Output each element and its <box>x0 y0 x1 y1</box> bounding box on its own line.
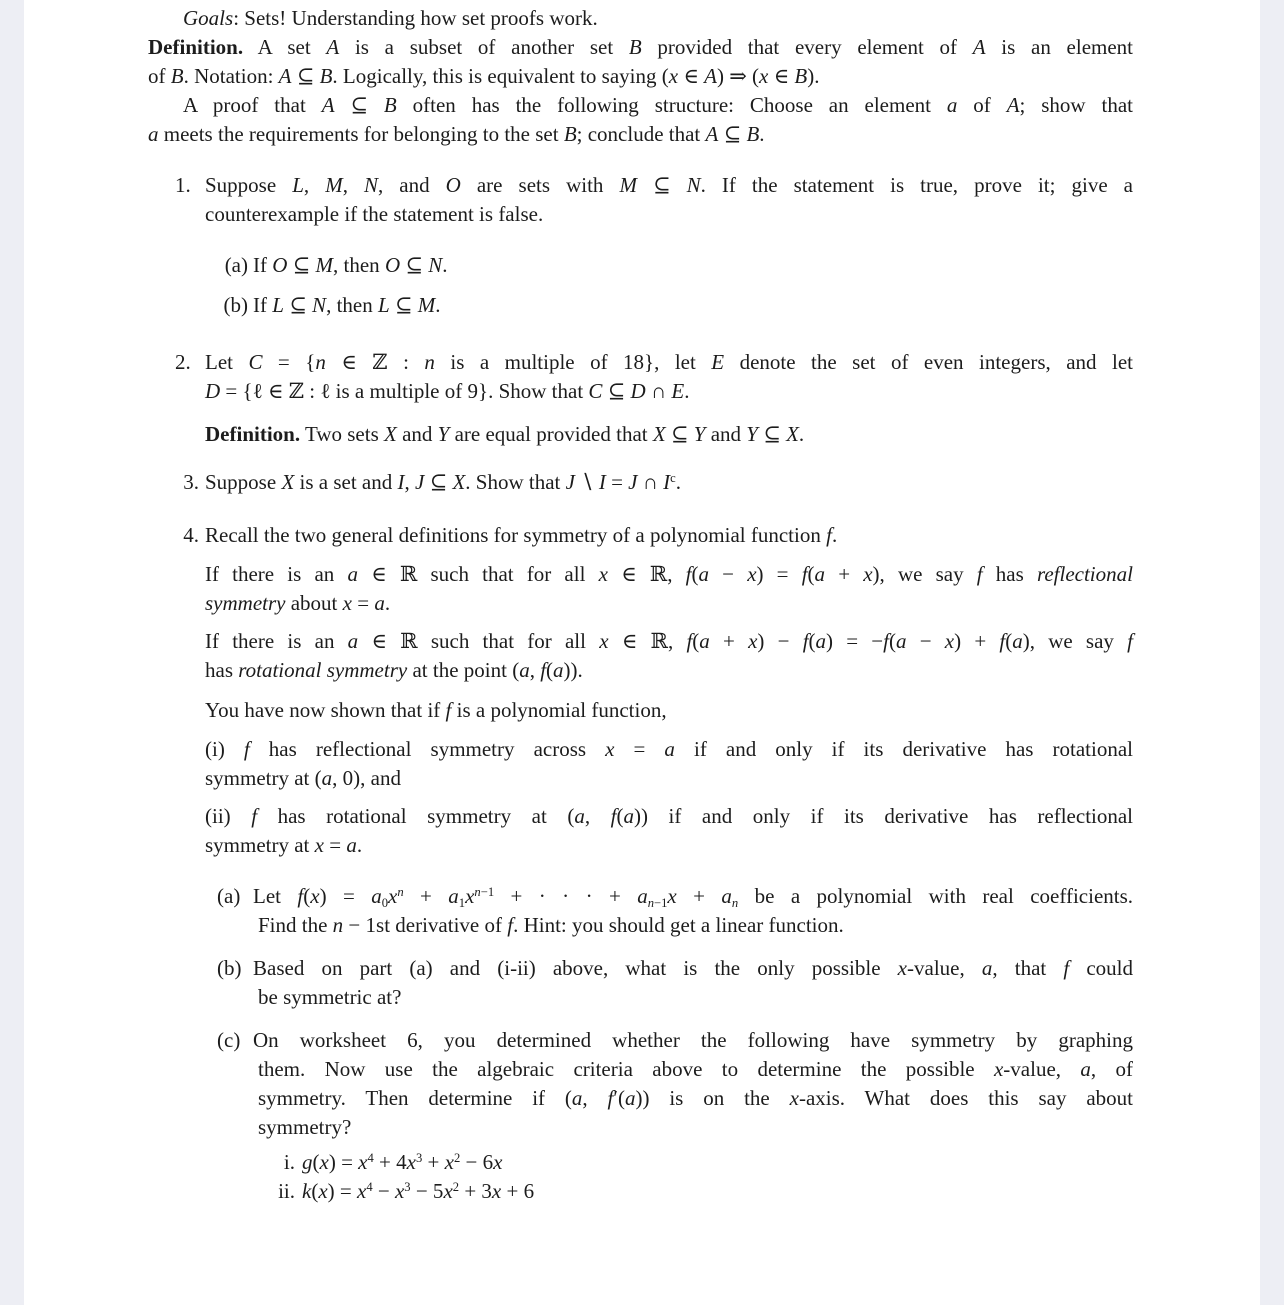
item3-number: 3. <box>183 470 199 494</box>
fact-ii-line2: symmetry at x = a. <box>205 833 363 857</box>
item1a-line <box>217 251 1133 280</box>
definition-subset-line2: of B. Notation: A ⊆ B. Logically, this is equivalent to saying (x ∈ A) ⇒ (x ∈ B). <box>148 64 820 88</box>
right-gutter <box>1260 0 1284 1305</box>
item4b-label: (b) <box>217 956 242 980</box>
item4c-line1 <box>217 1026 1133 1055</box>
line-text: If L ⊆ N, then L ⊆ M. <box>253 293 441 317</box>
line-text: $k(x) = x^4 - x^3 - 5x^2 + 3x + 6$ <box>302 1179 535 1203</box>
shown-intro-line: You have now shown that if f is a polynomial function, <box>205 698 667 722</box>
item1b-line <box>217 291 1133 320</box>
proof-structure-line1: A proof that A ⊆ B often has the following structure: Choose an element a of A; show that <box>183 93 1133 117</box>
line-text: $g(x) = x^4 + 4x^3 + x^2 - 6x$ <box>302 1150 503 1174</box>
reflectional-def-line1: If there is an a ∈ ℝ such that for all x ∈ ℝ, f(a − x) = f(a + x), we say f has reflectional <box>205 562 1133 586</box>
rotational-def-line1: If there is an a ∈ ℝ such that for all x ∈ ℝ, f(a + x) − f(a) = −f(a − x) + f(a), we say f <box>205 629 1133 653</box>
goals-line: Goals: Sets! Understanding how set proofs work. <box>183 6 598 30</box>
reflectional-def-line2: symmetry about x = a. <box>205 591 391 615</box>
line-text: Let $f(x) = a_0x^n + a_1x^{n-1}$ + · · · + $a_{n-1}x + a_n$ be a polynomial with real coefficients. <box>253 884 1134 910</box>
item2-line2: D = {ℓ ∈ ℤ : ℓ is a multiple of 9}. Show that C ⊆ D ∩ E. <box>205 379 690 403</box>
fact-ii-line1: (ii) f has rotational symmetry at (a, f(a)) if and only if its derivative has reflectional <box>205 804 1134 828</box>
item4c-line2: them. Now use the algebraic criteria above to determine the possible x-value, a, of <box>258 1057 1133 1081</box>
item4b-line1 <box>217 954 1133 983</box>
line-text: Recall the two general definitions for symmetry of a polynomial function f. <box>205 523 838 547</box>
item1-line2: counterexample if the statement is false. <box>205 202 544 226</box>
item1-line1 <box>175 171 1133 200</box>
item4c-ii-line <box>270 1177 1133 1206</box>
item3-line <box>175 468 1133 497</box>
item4c-i-label: i. <box>283 1150 295 1174</box>
rotational-def-line2: has rotational symmetry at the point (a, f(a)). <box>205 658 583 682</box>
line-text: On worksheet 6, you determined whether the following have symmetry by graphing <box>253 1028 1133 1052</box>
item4c-line4: symmetry? <box>258 1115 352 1139</box>
left-gutter <box>0 0 24 1305</box>
item4c-ii-label: ii. <box>278 1179 295 1203</box>
item4-line <box>175 521 1133 550</box>
item1b-label: (b) <box>223 293 248 317</box>
item4c-label: (c) <box>217 1028 241 1052</box>
definition-subset-line1: Definition. A set A is a subset of another set B provided that every element of A is an element <box>148 35 1133 59</box>
item2-number: 2. <box>175 350 191 374</box>
item4b-line2: be symmetric at? <box>258 985 402 1009</box>
item1a-label: (a) <box>224 253 248 277</box>
line-text: Suppose L, M, N, and O are sets with M ⊆ N. If the statement is true, prove it; give a <box>205 173 1133 197</box>
item4-number: 4. <box>183 523 199 547</box>
item4c-i-line <box>270 1148 1133 1177</box>
item4a-label: (a) <box>217 884 241 908</box>
item2-line1 <box>175 348 1133 377</box>
document-content <box>24 0 1260 1206</box>
definition-equal-line: Definition. Two sets X and Y are equal provided that X ⊆ Y and Y ⊆ X. <box>205 422 805 446</box>
item4a-line2: Find the n − 1st derivative of f. Hint: you should get a linear function. <box>258 913 844 937</box>
item1-number: 1. <box>175 173 191 197</box>
line-text: Based on part (a) and (i-ii) above, what is the only possible x-value, a, that f could <box>253 956 1133 980</box>
line-text: Suppose X is a set and I, J ⊆ X. Show that J ∖ I = J ∩ $I^c$. <box>205 470 681 494</box>
item4a-line1 <box>217 882 1133 911</box>
document-page <box>24 0 1260 1305</box>
item4c-line3: symmetry. Then determine if (a, f′(a)) is on the x-axis. What does this say about <box>258 1086 1133 1110</box>
line-text: Let C = {n ∈ ℤ : n is a multiple of 18}, let E denote the set of even integers, and let <box>205 350 1133 374</box>
fact-i-line1: (i) f has reflectional symmetry across x = a if and only if its derivative has rotational <box>205 737 1133 761</box>
line-text: If O ⊆ M, then O ⊆ N. <box>253 253 448 277</box>
proof-structure-line2: a meets the requirements for belonging to the set B; conclude that A ⊆ B. <box>148 122 765 146</box>
fact-i-line2: symmetry at (a, 0), and <box>205 766 401 790</box>
